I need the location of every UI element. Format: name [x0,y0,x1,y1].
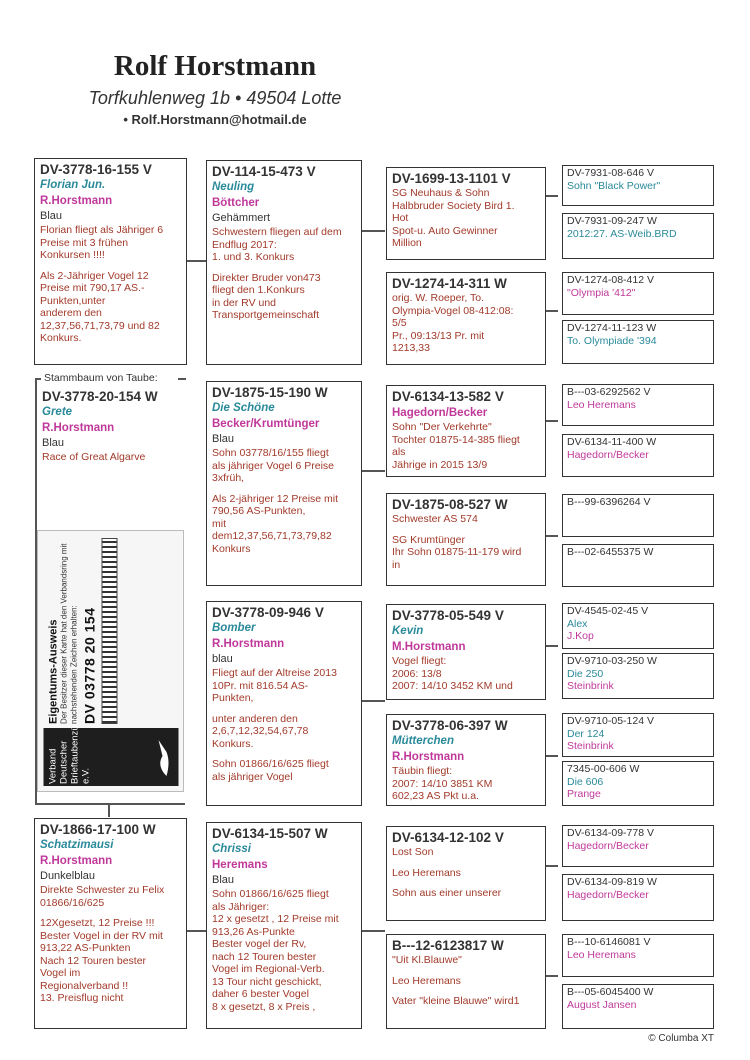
bird-name: Schatzimausi [40,839,114,851]
grandparent-card [386,167,546,260]
breeder: Becker/Krumtünger [212,418,320,430]
grandparent-card [386,385,546,477]
ring-number: DV-114-15-473 V [212,164,316,179]
ancestor-note: Steinbrink [567,740,614,752]
description-line: 1213,33 [392,342,430,354]
ring-number: B---05-6045400 W [567,986,654,998]
connector-line [186,260,206,262]
description-line: Hot [392,212,409,224]
bracket-line [35,378,41,380]
parent-card [206,601,362,806]
description-line: Leo Heremans [392,974,461,987]
breeder: R.Horstmann [392,751,465,763]
grandparent-card [386,714,546,806]
description-line: unter anderen den [212,712,298,725]
description-line: anderem den [40,307,102,319]
ancestor-note: To. Olympiade '394 [567,334,657,347]
description-line: Tochter 01875-14-385 fliegt [392,433,520,446]
description-line: Lost Son [392,846,434,858]
great-grandparent-card [562,761,714,806]
card-subtitle: Der Besitzer dieser Karte hat den Verbandsring mit nachstehenden Zeichen erhalten: [59,543,78,724]
great-grandparent-card [562,165,714,206]
header-email: • Rolf.Horstmann@hotmail.de [123,112,307,127]
great-grandparent-card [562,384,714,426]
parent-card [206,822,362,1029]
bird-color: Blau [42,437,65,449]
bird-color: Blau [40,210,63,222]
description-line: 8 x gesetzt, 8 x Preis , [212,1000,316,1013]
ring-number: DV-6134-09-819 W [567,876,657,888]
description-line: 2006: 13/8 [392,667,442,680]
great-grandparent-card [562,713,714,757]
description-line: als [392,446,406,458]
bracket-line [178,378,186,380]
description-line: Vater "kleine Blauwe" wird1 [392,995,520,1007]
description-line: orig. W. Roeper, To. [392,292,485,304]
ancestor-note: Sohn "Black Power" [567,179,661,192]
ancestor-note: Leo Heremans [567,398,636,411]
breeder: R.Horstmann [42,422,115,434]
connector-line [361,470,385,472]
description-line: Bester vogel der Rv, [212,938,307,950]
ring-number: DV-1274-08-412 V [567,274,654,286]
description-line: 913,22 AS-Punkten [40,942,131,954]
description-line: 602,23 AS Pkt u.a. [392,790,479,802]
description-line: Spot-u. Auto Gewinner [392,224,498,237]
card-pattern [101,538,117,724]
parent-card [206,381,362,586]
footer-copyright: © Columba XT [648,1033,714,1044]
ancestor-note: Hagedorn/Becker [567,448,649,461]
description-line: Nach 12 Touren bester [40,954,147,967]
description-line: Sohn aus einer unserer [392,887,502,899]
bird-color: blau [212,653,233,665]
ring-number: DV-1274-11-123 W [567,322,657,334]
great-grandparent-card [562,494,714,537]
ancestor-note: Die 250 [567,667,604,680]
bracket-line [35,803,185,805]
description-line: Direkter Bruder von473 [212,271,321,284]
description-line: Als 2-jähriger 12 Preise mit [212,492,339,505]
great-grandparent-card [562,434,714,477]
connector-line [361,930,385,932]
ancestor-note: Der 124 [567,727,605,740]
ring-number: B---10-6146081 V [567,936,651,948]
ring-number: DV-9710-05-124 V [567,715,654,727]
connector-line [361,230,385,232]
description-line: 12,37,56,71,73,79 und 82 [40,319,160,332]
bird-color: Gehämmert [212,212,271,224]
bird-name: Bomber [212,622,256,634]
great-grandparent-card [562,320,714,364]
ring-number: DV-7931-08-646 V [567,167,654,179]
connector-line [545,195,558,197]
great-grandparent-card [562,984,714,1029]
description-line: 12Xgesetzt, 12 Preise !!! [40,917,155,929]
description-line: Endflug 2017: [212,238,277,251]
connector-line [361,700,385,702]
connector-line [545,975,558,977]
great-grandparent-card [562,825,714,867]
sibling-card [38,386,183,486]
card-title: Eigentums-Ausweis [47,619,59,724]
breeder: R.Horstmann [40,855,113,867]
description-line: mit [212,517,226,530]
great-grandparent-card [562,653,714,699]
description-line: SG Krumtünger [392,533,465,546]
description-line: in der RV und [212,296,277,309]
ring-number: DV-3778-20-154 W [42,389,158,404]
description-line: Pr., 09:13/13 Pr. mit [392,329,485,342]
ring-number: B---02-6455375 W [567,546,654,558]
bird-color: Blau [212,433,235,445]
description-line: 13 Tour nicht geschickt, [212,975,322,988]
description-line: als Jähriger: [212,900,270,913]
ownership-card-image [37,530,184,792]
description-line: Als 2-Jähriger Vogel 12 [40,269,149,282]
description-line: Schwester AS 574 [392,513,478,525]
bird-name: Mütterchen [392,735,454,747]
ring-number: DV-7931-09-247 W [567,215,657,227]
bird-name: Florian Jun. [40,179,106,191]
description-line: Olympia-Vogel 08-412:08: [392,304,514,317]
description-line: Konkurs. [212,737,254,750]
description-line: 2007: 14/10 3452 KM und [392,680,513,692]
bird-color: Blau [212,874,235,886]
description-line: Jährige in 2015 13/9 [392,458,488,471]
great-grandparent-card [562,934,714,977]
connector-line [545,420,558,422]
description-line: 3xfrüh, [212,472,245,484]
ring-number: DV-3778-16-155 V [40,162,152,177]
ring-number: B---99-6396264 V [567,496,651,508]
grandparent-card [386,272,546,365]
description-line: Ihr Sohn 01875-11-179 wird [392,546,522,558]
pigeon-logo-icon [154,738,172,778]
ancestor-note: Hagedorn/Becker [567,888,649,901]
description-line: daher 6 bester Vogel [212,988,309,1000]
description-line: Sohn 01866/16/625 fliegt [212,888,329,900]
ancestor-note: "Olympia '412" [567,286,636,299]
description-line: Leo Heremans [392,866,461,879]
ancestor-note: Die 606 [567,775,604,788]
description-line: fliegt den 1.Konkurs [212,284,305,296]
description-line: Race of Great Algarve [42,451,146,463]
description-line: Vogel im [40,967,81,979]
ring-number: DV-3778-05-549 V [392,608,504,623]
ancestor-note: Leo Heremans [567,948,636,961]
description-line: 2,6,7,12,32,54,67,78 [212,725,309,737]
description-line: Preise mit 790,17 AS.- [40,282,145,294]
description-line: als jähriger Vogel 6 Preise [212,459,334,472]
card-org: Verband Deutscher Brieftaubenzüchter e.V. [47,704,91,784]
grandparent-card [386,934,546,1029]
header-name: Rolf Horstmann [113,50,317,82]
connector-line [545,535,558,537]
breeder: Böttcher [212,197,260,209]
description-line: 790,56 AS-Punkten, [212,505,306,517]
description-line: 13. Preisflug nicht [40,992,124,1004]
ring-number: DV-3778-09-946 V [212,605,324,620]
description-line: Florian fliegt als Jähriger 6 [40,224,164,236]
breeder: R.Horstmann [40,195,113,207]
ring-number: DV-1866-17-100 W [40,822,156,837]
ancestor-note: Hagedorn/Becker [567,839,649,852]
description-line: 01866/16/625 [40,896,105,909]
description-line: SG Neuhaus & Sohn [392,187,490,199]
ancestor-note: Prange [567,788,601,800]
description-line: Vogel im Regional-Verb. [212,963,325,975]
header-address: Torfkuhlenweg 1b • 49504 Lotte [88,88,342,108]
ring-number: B---03-6292562 V [567,386,651,398]
great-grandparent-card [562,874,714,921]
connector-line [186,930,206,932]
bird-name: Grete [42,406,73,418]
bracket-line [108,803,110,817]
ring-number: DV-4545-02-45 V [567,605,649,617]
description-line: 1. und 3. Konkurs [212,251,295,263]
description-line: Bester Vogel in der RV mit [40,929,163,942]
ancestor-note: J.Kop [567,630,594,642]
ring-number: DV-1875-15-190 W [212,385,328,400]
description-line: nach 12 Touren bester [212,950,317,963]
grandparent-card [386,493,546,586]
grandparent-card [386,604,546,700]
breeder: Heremans [212,859,268,871]
breeder: R.Horstmann [212,638,285,650]
connector-line [545,755,558,757]
description-line: 2007: 14/10 3851 KM [392,777,493,790]
ancestor-note: 2012:27. AS-Weib.BRD [567,227,677,240]
ring-number: 7345-00-606 W [567,763,640,775]
description-line: Halbbruder Society Bird 1. [392,199,515,212]
bird-name: Die Schöne [212,402,275,414]
ancestor-note: Alex [567,617,588,630]
bird-name: Kevin [392,625,424,637]
card-org-panel [43,704,178,786]
ancestor-note: August Jansen [567,998,637,1011]
description-line: in [392,558,401,571]
description-line: Täubin fliegt: [392,765,453,777]
description-line: Direkte Schwester zu Felix [40,884,165,896]
ring-number: DV-6134-15-507 W [212,826,328,841]
description-line: als jähriger Vogel [212,770,293,783]
great-grandparent-card [562,603,714,649]
dam-bird-card [34,818,187,1029]
description-line: Regionalverband !! [40,979,129,992]
description-line: Million [392,237,422,249]
ring-number: DV-6134-09-778 V [567,827,654,839]
main-bird-card [34,158,187,365]
bird-name: Neuling [212,181,255,193]
description-line: 12 x gesetzt , 12 Preise mit [212,913,339,925]
description-line: Sohn 03778/16/155 fliegt [212,447,329,459]
great-grandparent-card [562,272,714,315]
description-line: Konkurs. [40,332,82,344]
ring-number: DV-3778-06-397 W [392,718,508,733]
description-line: "Uit Kl.Blauwe" [392,954,462,966]
breeder: M.Horstmann [392,641,466,653]
breeder: Hagedorn/Becker [392,407,488,419]
description-line: Fliegt auf der Altreise 2013 [212,667,337,679]
connector-line [545,865,558,867]
description-line: Punkten, [212,692,254,704]
ring-number: DV-9710-03-250 W [567,655,657,667]
description-line: 913,26 As-Punkte [212,925,295,938]
ring-number: DV-6134-11-400 W [567,436,657,448]
description-line: 10Pr. mit 816.54 AS- [212,679,309,692]
bird-name: Chrissi [212,843,251,855]
ring-number: DV-1274-14-311 W [392,276,507,291]
parent-card [206,160,362,365]
ring-number: DV-6134-13-582 V [392,389,504,404]
grandparent-card [386,826,546,921]
bird-color: Dunkelblau [40,870,96,882]
ring-number: DV-1875-08-527 W [392,497,508,512]
description-line: Schwestern fliegen auf dem [212,226,342,238]
description-line: Preise mit 3 frühen [40,236,129,249]
description-line: Punkten,unter [40,294,106,307]
description-line: Transportgemeinschaft [212,309,319,321]
description-line: Konkurs [212,542,251,555]
connector-line [545,645,558,647]
great-grandparent-card [562,544,714,587]
description-line: 5/5 [392,317,407,329]
connector-line [545,310,558,312]
card-number: DV 03778 20 154 [81,607,97,724]
description-line: Sohn 01866/16/625 fliegt [212,758,329,770]
description-line: dem12,37,56,71,73,79,82 [212,530,332,542]
ring-number: B---12-6123817 W [392,938,504,953]
description-line: Vogel fliegt: [392,655,447,667]
ancestor-note: Steinbrink [567,680,614,692]
description-line: Sohn "Der Verkehrte" [392,421,492,433]
great-grandparent-card [562,213,714,259]
stammbaum-label: Stammbaum von Taube: [44,372,158,384]
ring-number: DV-6134-12-102 V [392,830,504,845]
ring-number: DV-1699-13-1101 V [392,171,511,186]
description-line: Konkursen !!!! [40,249,105,261]
